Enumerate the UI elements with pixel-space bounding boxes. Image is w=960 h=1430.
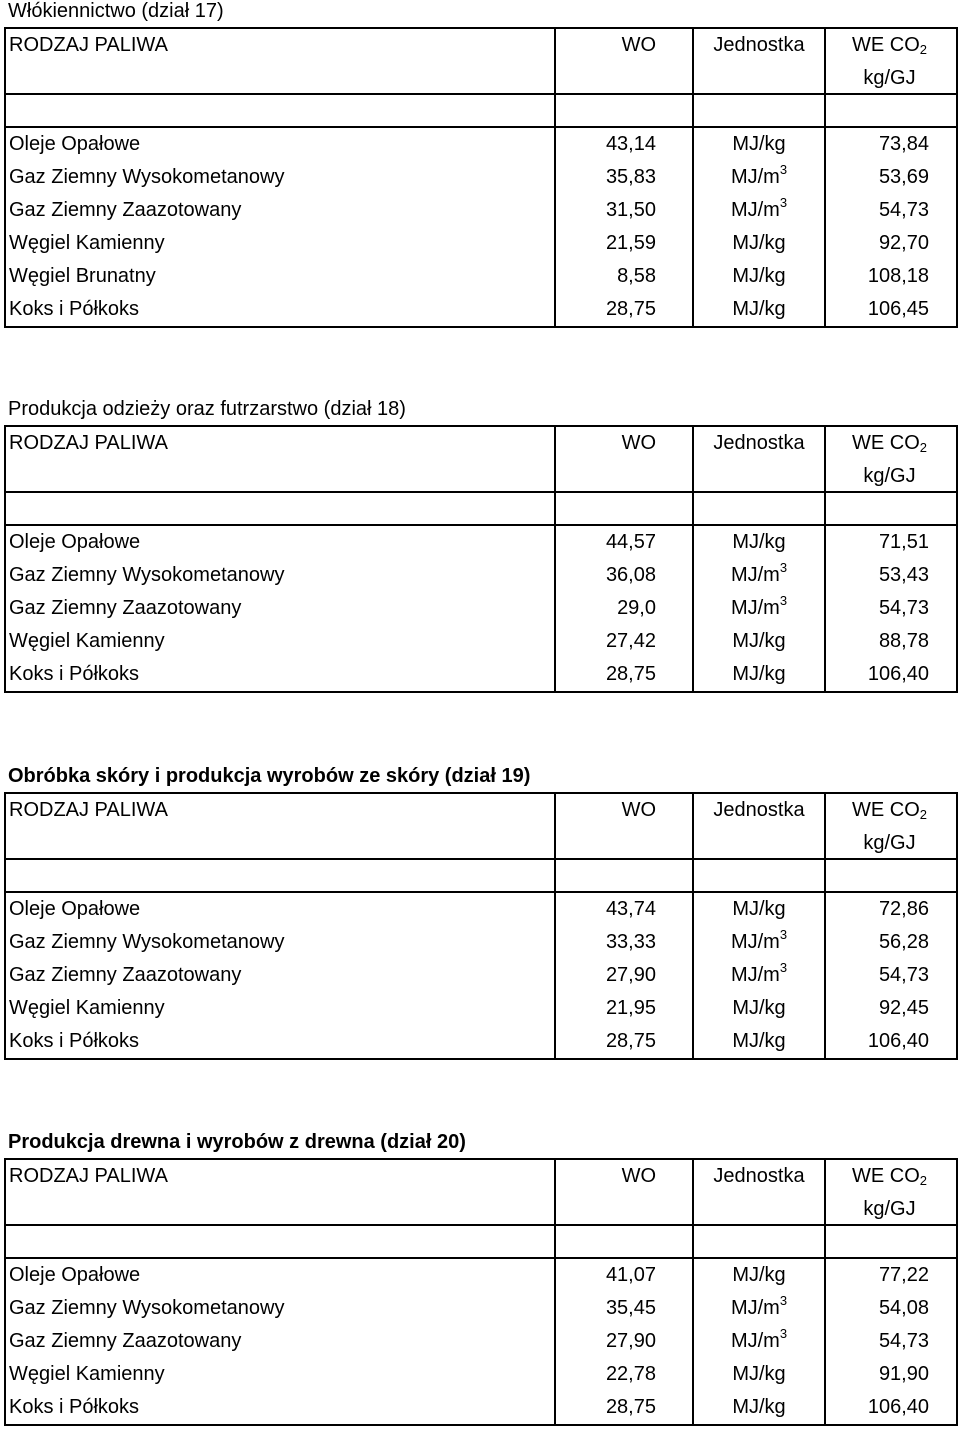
header-fuel-type: RODZAJ PALIWA <box>9 432 168 454</box>
fuel-name: Gaz Ziemny Wysokometanowy <box>9 166 285 188</box>
fuel-table <box>4 27 958 328</box>
we-co2-value: 53,69 <box>878 166 929 188</box>
unit-text: MJ/kg <box>732 1264 786 1286</box>
table-row <box>6 1391 956 1424</box>
header-we-label: WE CO <box>851 1165 920 1187</box>
header-wo: WO <box>621 432 656 454</box>
header-we-subscript: 2 <box>919 42 927 57</box>
unit-value <box>694 893 824 926</box>
header-row <box>6 29 956 62</box>
fuel-name: Gaz Ziemny Zaazotowany <box>9 964 242 986</box>
unit-text: MJ/kg <box>732 1396 786 1418</box>
unit-value <box>694 959 824 992</box>
table-row <box>6 1292 956 1325</box>
wo-value: 21,59 <box>605 232 656 254</box>
table-row <box>6 260 956 293</box>
we-co2-value: 77,22 <box>878 1264 929 1286</box>
header-we-co2 <box>826 1160 953 1193</box>
wo-value: 31,50 <box>605 199 656 221</box>
fuel-table <box>4 792 958 1060</box>
fuel-name: Koks i Półkoks <box>9 1396 140 1418</box>
unit-text: MJ/kg <box>732 133 786 155</box>
table-row <box>6 161 956 194</box>
we-co2-value: 73,84 <box>878 133 929 155</box>
section-title: Obróbka skóry i produkcja wyrobów ze skóry (dział 19) <box>8 765 531 787</box>
header-we-co2 <box>826 29 953 62</box>
unit-superscript: 3 <box>779 960 788 975</box>
unit-value <box>694 1358 824 1391</box>
table-row <box>6 1259 956 1292</box>
unit-value <box>694 1325 824 1358</box>
wo-value: 22,78 <box>605 1363 656 1385</box>
unit-text: MJ/kg <box>732 663 786 685</box>
header-row <box>6 1160 956 1193</box>
fuel-name: Węgiel Brunatny <box>9 265 156 287</box>
unit-superscript: 3 <box>779 195 788 210</box>
table-row <box>6 926 956 959</box>
fuel-name: Oleje Opałowe <box>9 898 141 920</box>
unit-value <box>694 1292 824 1325</box>
wo-value: 27,42 <box>605 630 656 652</box>
we-co2-value: 54,73 <box>878 597 929 619</box>
header-we-unit: kg/GJ <box>863 832 916 854</box>
unit-text: MJ/m <box>730 166 780 188</box>
unit-value <box>694 1025 824 1058</box>
we-co2-value: 53,43 <box>878 564 929 586</box>
unit-value <box>694 1391 824 1424</box>
header-wo: WO <box>621 34 656 56</box>
wo-value: 8,58 <box>617 265 656 287</box>
fuel-name: Gaz Ziemny Wysokometanowy <box>9 931 285 953</box>
header-fuel-type: RODZAJ PALIWA <box>9 799 168 821</box>
fuel-name: Koks i Półkoks <box>9 663 140 685</box>
we-co2-value: 106,40 <box>867 663 929 685</box>
fuel-name: Gaz Ziemny Zaazotowany <box>9 199 242 221</box>
unit-text: MJ/m <box>730 597 780 619</box>
unit-value <box>694 227 824 260</box>
table-row <box>6 128 956 161</box>
we-co2-value: 106,40 <box>867 1030 929 1052</box>
table-row <box>6 592 956 625</box>
header-we-label: WE CO <box>851 432 920 454</box>
wo-value: 27,90 <box>605 964 656 986</box>
wo-value: 41,07 <box>605 1264 656 1286</box>
header-wo: WO <box>621 1165 656 1187</box>
we-co2-value: 106,45 <box>867 298 929 320</box>
header-unit: Jednostka <box>713 799 805 821</box>
table-row <box>6 992 956 1025</box>
we-co2-value: 54,73 <box>878 1330 929 1352</box>
fuel-name: Koks i Półkoks <box>9 298 140 320</box>
unit-value <box>694 658 824 691</box>
wo-value: 28,75 <box>605 1396 656 1418</box>
fuel-name: Węgiel Kamienny <box>9 1363 165 1385</box>
we-co2-value: 88,78 <box>878 630 929 652</box>
table-row <box>6 658 956 691</box>
section-title: Włókiennictwo (dział 17) <box>8 0 224 22</box>
fuel-name: Oleje Opałowe <box>9 133 141 155</box>
table-row <box>6 227 956 260</box>
header-unit: Jednostka <box>713 432 805 454</box>
unit-superscript: 3 <box>779 560 788 575</box>
unit-text: MJ/kg <box>732 298 786 320</box>
section-title: Produkcja drewna i wyrobów z drewna (dział 20) <box>8 1131 466 1153</box>
unit-value <box>694 992 824 1025</box>
unit-superscript: 3 <box>779 1293 788 1308</box>
wo-value: 27,90 <box>605 1330 656 1352</box>
header-we-co2 <box>826 794 953 827</box>
unit-value <box>694 559 824 592</box>
we-co2-value: 54,73 <box>878 964 929 986</box>
header-we-label: WE CO <box>851 799 920 821</box>
unit-text: MJ/m <box>730 1297 780 1319</box>
table-row <box>6 293 956 326</box>
wo-value: 36,08 <box>605 564 656 586</box>
table-row <box>6 559 956 592</box>
we-co2-value: 71,51 <box>878 531 929 553</box>
unit-value <box>694 592 824 625</box>
wo-value: 28,75 <box>605 298 656 320</box>
header-unit: Jednostka <box>713 1165 805 1187</box>
unit-text: MJ/m <box>730 931 780 953</box>
unit-text: MJ/kg <box>732 232 786 254</box>
unit-value <box>694 161 824 194</box>
wo-value: 28,75 <box>605 1030 656 1052</box>
unit-value <box>694 293 824 326</box>
we-co2-value: 92,45 <box>878 997 929 1019</box>
header-wo: WO <box>621 799 656 821</box>
header-we-subscript: 2 <box>919 807 927 822</box>
table-row <box>6 194 956 227</box>
fuel-name: Węgiel Kamienny <box>9 630 165 652</box>
header-we-subscript: 2 <box>919 440 927 455</box>
wo-value: 28,75 <box>605 663 656 685</box>
wo-value: 44,57 <box>605 531 656 553</box>
we-co2-value: 92,70 <box>878 232 929 254</box>
unit-text: MJ/kg <box>732 997 786 1019</box>
table-row <box>6 1025 956 1058</box>
unit-value <box>694 1259 824 1292</box>
fuel-name: Węgiel Kamienny <box>9 997 165 1019</box>
we-co2-value: 108,18 <box>867 265 929 287</box>
fuel-table <box>4 425 958 693</box>
we-co2-value: 72,86 <box>878 898 929 920</box>
unit-value <box>694 128 824 161</box>
fuel-name: Oleje Opałowe <box>9 531 141 553</box>
fuel-name: Gaz Ziemny Zaazotowany <box>9 1330 242 1352</box>
header-unit-row <box>6 460 956 493</box>
table-row <box>6 893 956 926</box>
unit-value <box>694 194 824 227</box>
fuel-name: Węgiel Kamienny <box>9 232 165 254</box>
unit-text: MJ/m <box>730 564 780 586</box>
unit-value <box>694 926 824 959</box>
we-co2-value: 54,73 <box>878 199 929 221</box>
header-we-unit: kg/GJ <box>863 1198 916 1220</box>
unit-text: MJ/kg <box>732 1030 786 1052</box>
fuel-name: Gaz Ziemny Zaazotowany <box>9 597 242 619</box>
section-title: Produkcja odzieży oraz futrzarstwo (dział 18) <box>8 398 406 420</box>
header-unit: Jednostka <box>713 34 805 56</box>
table-row <box>6 1325 956 1358</box>
fuel-table <box>4 1158 958 1426</box>
unit-value <box>694 526 824 559</box>
unit-text: MJ/m <box>730 1330 780 1352</box>
header-fuel-type: RODZAJ PALIWA <box>9 1165 168 1187</box>
wo-value: 43,14 <box>605 133 656 155</box>
header-fuel-type: RODZAJ PALIWA <box>9 34 168 56</box>
unit-value <box>694 625 824 658</box>
wo-value: 33,33 <box>605 931 656 953</box>
unit-value <box>694 260 824 293</box>
table-row <box>6 959 956 992</box>
we-co2-value: 106,40 <box>867 1396 929 1418</box>
table-row <box>6 1358 956 1391</box>
unit-text: MJ/kg <box>732 531 786 553</box>
header-unit-row <box>6 1193 956 1226</box>
unit-text: MJ/kg <box>732 1363 786 1385</box>
unit-text: MJ/m <box>730 964 780 986</box>
unit-superscript: 3 <box>779 927 788 942</box>
unit-text: MJ/kg <box>732 265 786 287</box>
unit-superscript: 3 <box>779 593 788 608</box>
unit-text: MJ/kg <box>732 898 786 920</box>
table-row <box>6 625 956 658</box>
wo-value: 35,83 <box>605 166 656 188</box>
header-unit-row <box>6 62 956 95</box>
we-co2-value: 56,28 <box>878 931 929 953</box>
fuel-name: Koks i Półkoks <box>9 1030 140 1052</box>
header-we-co2 <box>826 427 953 460</box>
we-co2-value: 91,90 <box>878 1363 929 1385</box>
unit-superscript: 3 <box>779 162 788 177</box>
wo-value: 35,45 <box>605 1297 656 1319</box>
we-co2-value: 54,08 <box>878 1297 929 1319</box>
fuel-name: Gaz Ziemny Wysokometanowy <box>9 1297 285 1319</box>
header-we-label: WE CO <box>851 34 920 56</box>
header-row <box>6 427 956 460</box>
header-unit-row <box>6 827 956 860</box>
wo-value: 43,74 <box>605 898 656 920</box>
unit-text: MJ/kg <box>732 630 786 652</box>
table-row <box>6 526 956 559</box>
header-we-unit: kg/GJ <box>863 465 916 487</box>
header-we-unit: kg/GJ <box>863 67 916 89</box>
header-row <box>6 794 956 827</box>
wo-value: 29,0 <box>617 597 656 619</box>
wo-value: 21,95 <box>605 997 656 1019</box>
header-we-subscript: 2 <box>919 1173 927 1188</box>
unit-superscript: 3 <box>779 1326 788 1341</box>
fuel-name: Oleje Opałowe <box>9 1264 141 1286</box>
fuel-name: Gaz Ziemny Wysokometanowy <box>9 564 285 586</box>
unit-text: MJ/m <box>730 199 780 221</box>
